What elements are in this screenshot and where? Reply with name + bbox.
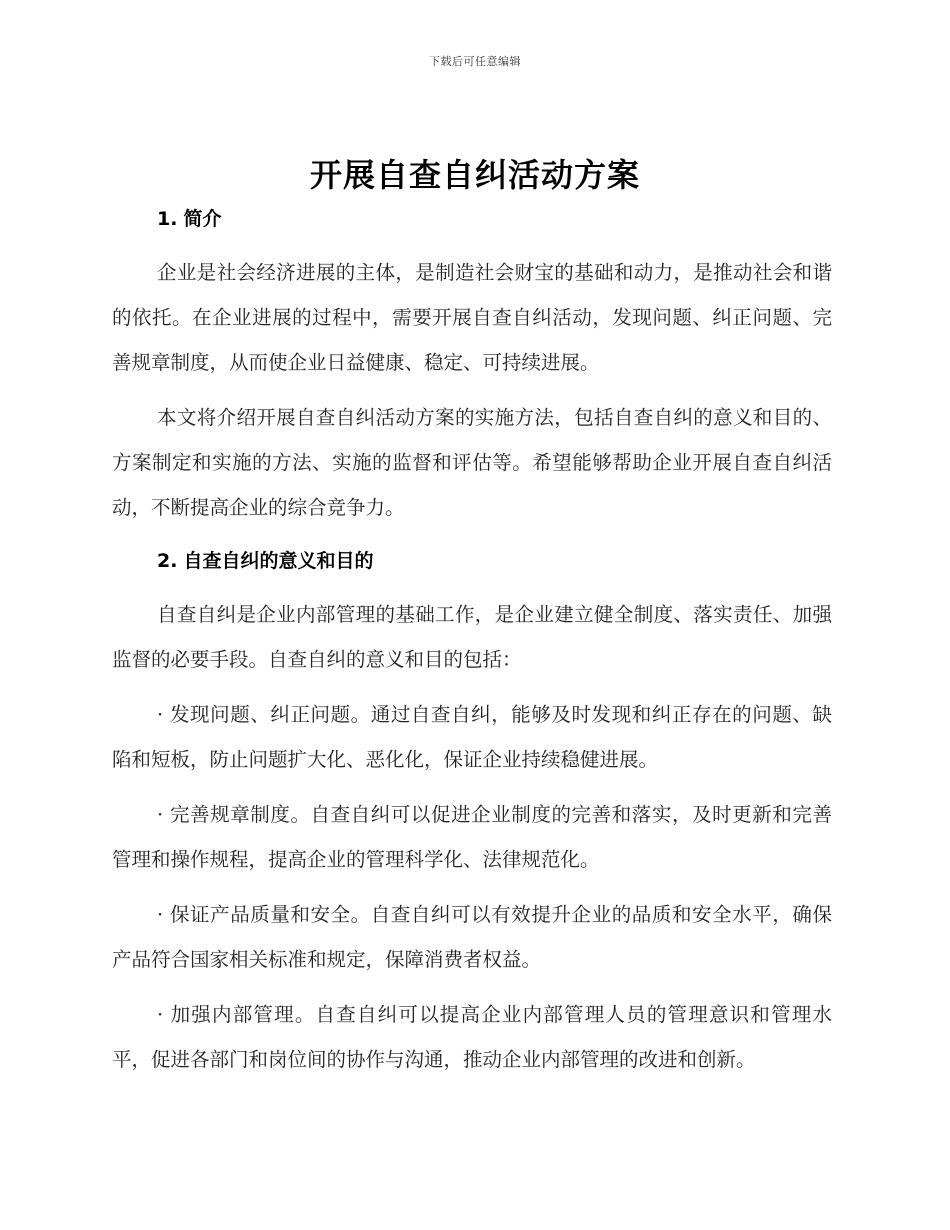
section-number: 1. bbox=[157, 208, 178, 230]
section-title: 简介 bbox=[183, 208, 222, 230]
paragraph: 自查自纠是企业内部管理的基础工作，是企业建立健全制度、落实责任、加强监督的必要手段。自查自纠的意义和目的包括： bbox=[112, 603, 832, 671]
bullet-paragraph: · 加强内部管理。自查自纠可以提高企业内部管理人员的管理意识和管理水平，促进各部门和岗位间的协作与沟通，推动企业内部管理的改进和创新。 bbox=[112, 1003, 832, 1071]
section-heading-purpose bbox=[112, 542, 832, 580]
section-heading-intro bbox=[112, 200, 832, 238]
document-title: 开展自查自纠活动方案 bbox=[309, 156, 640, 194]
section-number: 2. bbox=[157, 550, 178, 572]
paragraph: 企业是社会经济进展的主体，是制造社会财宝的基础和动力，是推动社会和谐的依托。在企业进展的过程中，需要开展自查自纠活动，发现问题、纠正问题、完善规章制度，从而使企业日益健康、稳定、可持续进展。 bbox=[112, 261, 832, 374]
document-body bbox=[112, 200, 832, 1082]
bullet-paragraph: · 保证产品质量和安全。自查自纠可以有效提升企业的品质和安全水平，确保产品符合国家相关标准和规定，保障消费者权益。 bbox=[112, 903, 832, 971]
bullet-paragraph: · 完善规章制度。自查自纠可以促进企业制度的完善和落实，及时更新和完善管理和操作规程，提高企业的管理科学化、法律规范化。 bbox=[112, 803, 832, 871]
paragraph: 本文将介绍开展自查自纠活动方案的实施方法，包括自查自纠的意义和目的、方案制定和实施的方法、实施的监督和评估等。希望能够帮助企业开展自查自纠活动，不断提高企业的综合竞争力。 bbox=[112, 406, 832, 519]
section-title: 自查自纠的意义和目的 bbox=[183, 550, 374, 572]
bullet-paragraph: · 发现问题、纠正问题。通过自查自纠，能够及时发现和纠正存在的问题、缺陷和短板，防止问题扩大化、恶化化，保证企业持续稳健进展。 bbox=[112, 703, 832, 771]
page-header-note: 下载后可任意编辑 bbox=[429, 55, 521, 68]
